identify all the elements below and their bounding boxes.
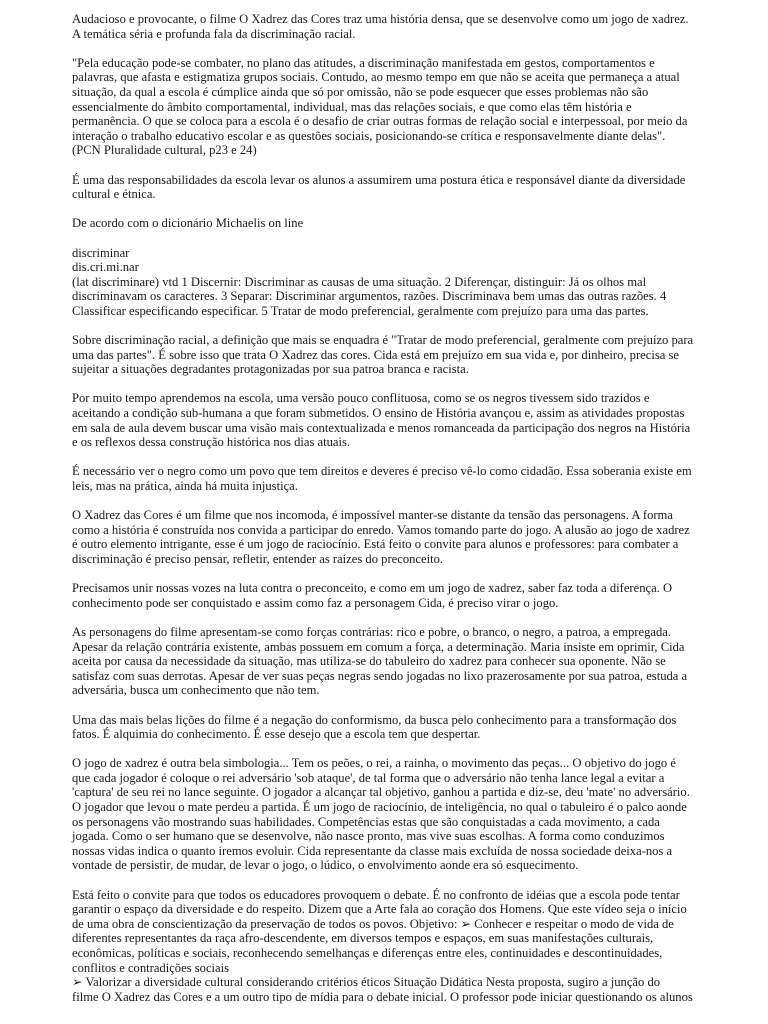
paragraph xyxy=(72,12,712,41)
text-line: discriminar xyxy=(72,245,130,260)
paragraph xyxy=(72,173,712,202)
text-line: de uma obra de conscientização da preservação de todos os povos. Objetivo: ➢ Conhecer e respeitar o modo de vida de xyxy=(72,916,674,931)
text-line: discriminação é preciso pensar, refletir, entender as raízes do preconceito. xyxy=(72,551,444,566)
text-line: é outro elemento intrigante, esse é um jogo de raciocínio. Está feito o convite para alunos e professores: para combater a xyxy=(72,537,679,552)
text-line: aceitando a condição sub-humana a que foram submetidos. O ensino de História avançou e, assim as atividades propostas xyxy=(72,406,685,421)
text-line: jogada. Como o ser humano que se desenvolve, não nasce pronto, mas vive suas escolhas. A forma como conduzimos xyxy=(72,829,665,844)
text-line: Precisamos unir nossas vozes na luta contra o preconceito, e como em um jogo de xadrez, saber faz toda a diferença. O xyxy=(72,581,673,596)
paragraph xyxy=(72,56,712,158)
text-line: interação o trabalho educativo escolar e as questões sociais, posicionando-se crítica e responsavelmente diante delas". xyxy=(72,128,666,143)
paragraph xyxy=(72,508,712,566)
text-line: Apesar da relação contrária existente, ambas possuem em comum a força, a determinação. Maria insiste em oprimir, Cida xyxy=(72,639,685,654)
text-line: uma das partes". É sobre isso que trata O Xadrez das cores. Cida está em prejuízo em sua vida e, por dinheiro, precisa se xyxy=(72,347,679,362)
text-line: 'captura' de seu rei no lance seguinte. O jogador a alcançar tal objetivo, ganhou a partida e diz-se, deu 'mate' no adversário. xyxy=(72,785,690,800)
text-line: Sobre discriminação racial, a definição que mais se enquadra é "Tratar de modo preferencial, geralmente com prejuízo para xyxy=(72,333,694,348)
paragraph xyxy=(72,581,712,610)
paragraph xyxy=(72,333,712,377)
text-line: As personagens do filme apresentam-se como forças contrárias: rico e pobre, o branco, o negro, a patroa, a empregada. xyxy=(72,624,672,639)
paragraph xyxy=(72,625,712,698)
text-line: palavras, que afasta e estigmatiza grupos sociais. Contudo, ao mesmo tempo em que não se aceita que permaneça a atual xyxy=(72,70,680,85)
paragraph xyxy=(72,713,712,742)
text-line: O jogador que levou o mate perdeu a partida. É um jogo de raciocínio, de inteligência, no qual o tabuleiro é o palco aonde xyxy=(72,800,687,815)
text-line: leis, mas na prática, ainda há muita injustiça. xyxy=(72,479,298,493)
paragraph xyxy=(72,756,712,873)
text-line: nossas vidas indica o quanto iremos evoluir. Cida representante da classe mais excluída de nossa sociedade deixa-nos a xyxy=(72,843,673,858)
text-line: (PCN Pluralidade cultural, p23 e 24) xyxy=(72,143,257,158)
text-line: e os reflexos dessa construção histórica nos dias atuais. xyxy=(72,435,351,450)
text-line: essencialmente do âmbito comportamental, individual, mas das relações sociais, e que como elas têm história e xyxy=(72,99,632,114)
paragraph xyxy=(72,888,712,1005)
text-line: A temática séria e profunda fala da discriminação racial. xyxy=(72,26,356,41)
text-line: Uma das mais belas lições do filme é a negação do conformismo, da busca pelo conhecimento para a transformação dos xyxy=(72,712,677,727)
document-page xyxy=(72,12,712,1019)
text-line: vontade de persistir, de mudar, de levar o jogo, o lúdico, o envolvimento aonde era só esquecimento. xyxy=(72,858,579,873)
paragraph xyxy=(72,391,712,449)
text-line: O Xadrez das Cores é um filme que nos incomoda, é impossível manter-se distante da tensão das personagens. A forma xyxy=(72,508,673,523)
text-line: conflitos e contradições sociais xyxy=(72,960,230,975)
text-line: Audacioso e provocante, o filme O Xadrez das Cores traz uma história densa, que se desenvolve como um jogo de xadrez. xyxy=(72,12,689,26)
text-line: É necessário ver o negro como um povo que tem direitos e deveres é preciso vê-lo como cidadão. Essa soberania existe em xyxy=(72,464,692,479)
text-line: em sala de aula devem buscar uma visão mais contextualizada e menos romanceada da participação dos negros na História xyxy=(72,420,691,435)
text-line: como a história é construída nos convida a participar do enredo. Vamos tomando parte do jogo. A alusão ao jogo de xadrez xyxy=(72,522,690,537)
text-line: discriminavam os caracteres. 3 Separar: Discriminar argumentos, razões. Discriminava bem umas das outras razões. 4 xyxy=(72,289,667,304)
text-line: O jogo de xadrez é outra bela simbologia... Tem os peões, o rei, a rainha, o movimento das peças... O objetivo do jogo é xyxy=(72,756,676,771)
text-line: satisfaz com suas derrotas. Apesar de ver suas peças negras sendo jogadas no lixo prazerosamente por sua patroa, estuda a xyxy=(72,668,688,683)
text-line: Por muito tempo aprendemos na escola, uma versão pouco conflituosa, como se os negros tivessem sido trazidos e xyxy=(72,391,650,406)
text-line: situação, da qual a escola é cúmplice ainda que só por omissão, não se pode esquecer que esses problemas não são xyxy=(72,84,649,99)
text-line: adversária, busca um conhecimento que não tem. xyxy=(72,683,320,698)
text-line: Está feito o convite para que todos os educadores provoquem o debate. É no confronto de idéias que a escola pode tentar xyxy=(72,887,680,902)
text-line: cultural e étnica. xyxy=(72,187,156,202)
paragraph xyxy=(72,246,712,319)
paragraph xyxy=(72,464,712,493)
text-line: os personagens vão mostrando suas habilidades. Competências estas que são conquistadas a cada movimento, a cada xyxy=(72,814,660,829)
text-line: filme O Xadrez das Cores e a um outro tipo de mídia para o debate inicial. O professor pode iniciar questionando os alunos xyxy=(72,989,693,1004)
text-line: Classificar especificando especificar. 5 Tratar de modo preferencial, geralmente com prejuízo para uma das partes. xyxy=(72,303,649,318)
text-line: garantir o espaço da diversidade e do respeito. Dizem que a Arte fala ao coração dos Homens. Que este vídeo seja o início xyxy=(72,902,687,917)
text-line: fatos. É alquimia do conhecimento. É esse desejo que a escola tem que despertar. xyxy=(72,727,481,742)
text-line: ➢ Valorizar a diversidade cultural considerando critérios éticos Situação Didática Nesta proposta, sugiro a junção do xyxy=(72,975,661,990)
text-line: aceita por causa da necessidade da situação, mas utiliza-se do tabuleiro do xadrez para conhecer sua oponente. Não se xyxy=(72,654,666,669)
text-line: É uma das responsabilidades da escola levar os alunos a assumirem uma postura ética e responsável diante da diversidade xyxy=(72,172,686,187)
text-line: conhecimento pode ser conquistado e assim como faz a personagem Cida, é preciso virar o jogo. xyxy=(72,595,559,610)
text-line: diferentes representantes da raça afro-descendente, em diversos tempos e espaços, em suas manifestações culturais, xyxy=(72,931,654,946)
text-line: permanência. O que se coloca para a escola é o desafio de criar outras formas de relação social e interpessoal, por meio da xyxy=(72,114,688,129)
paragraph xyxy=(72,216,712,231)
text-line: econômicas, políticas e sociais, reconhecendo semelhanças e diferenças entre eles, continuidades e descontinuidades, xyxy=(72,946,663,960)
text-line: dis.cri.mi.nar xyxy=(72,260,139,275)
text-line: "Pela educação pode-se combater, no plano das atitudes, a discriminação manifestada em gestos, comportamentos e xyxy=(72,55,655,70)
text-line: que cada jogador é coloque o rei adversário 'sob ataque', de tal forma que o adversário não tenha lance legal a evitar a xyxy=(72,770,665,785)
text-line: De acordo com o dicionário Michaelis on line xyxy=(72,216,304,231)
text-line: sujeitar a situações degradantes protagonizadas por sua patroa branca e racista. xyxy=(72,362,469,377)
text-line: (lat discriminare) vtd 1 Discernir: Discriminar as causas de uma situação. 2 Diferençar, distinguir: Já os olhos mal xyxy=(72,274,647,289)
